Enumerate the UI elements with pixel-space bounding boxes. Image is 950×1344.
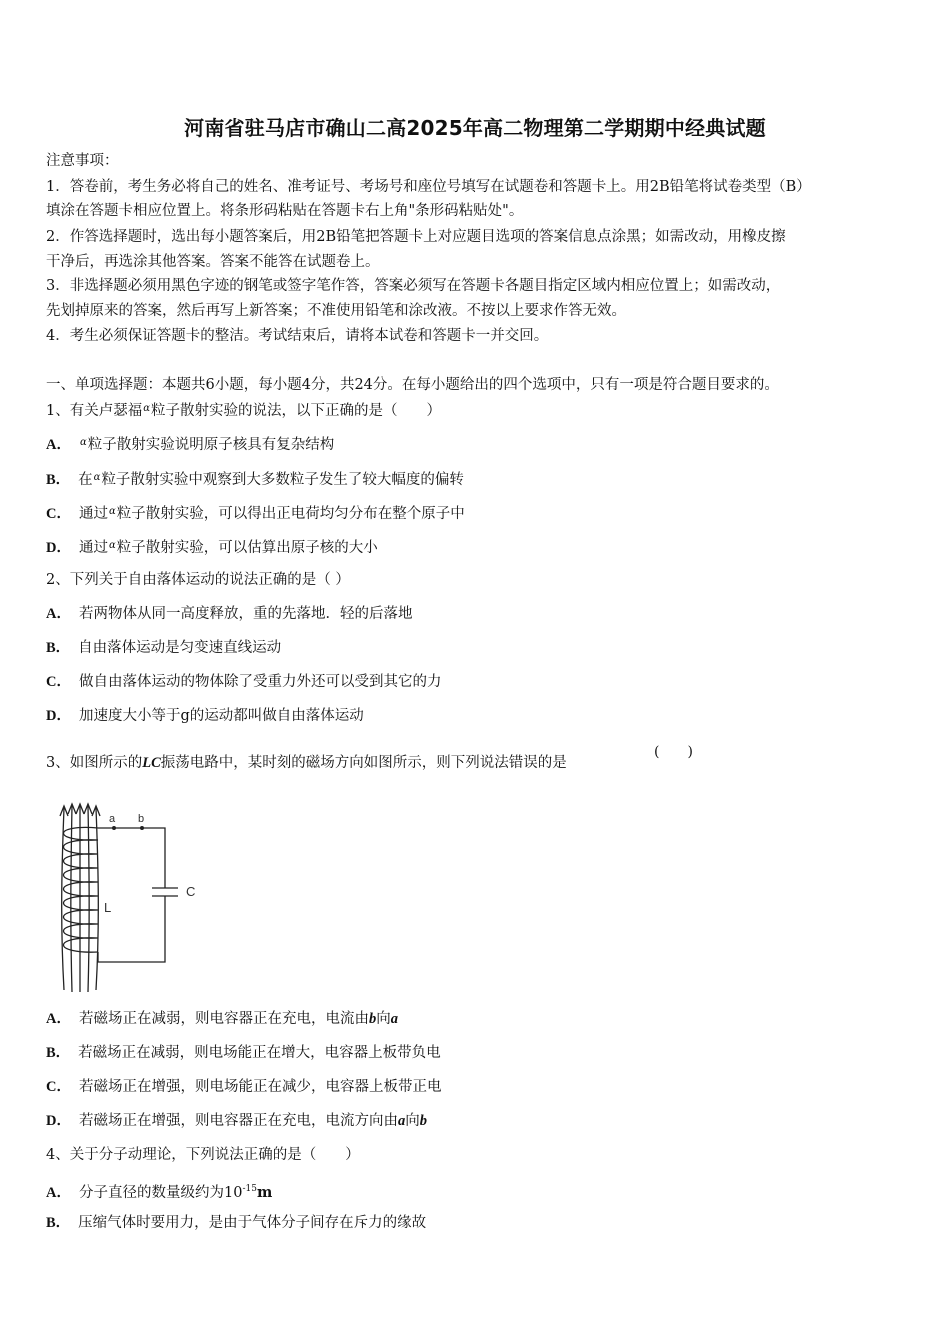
option-text: 通过 — [78, 540, 108, 556]
option-label: D． — [46, 708, 71, 724]
label-l: L — [104, 900, 112, 915]
option-text: 粒子散射实验，可以估算出原子核的大小 — [116, 540, 378, 556]
notice-line: 干净后，再选涂其他答案。答案不能答在试题卷上。 — [46, 254, 380, 270]
var-a: a — [390, 1011, 398, 1027]
point-b — [140, 826, 144, 830]
option-label: B． — [46, 640, 71, 656]
option-label: A． — [46, 606, 71, 622]
inductor-coil — [64, 827, 99, 952]
notice-line: 3．非选择题必须用黑色字迹的钢笔或签字笔作答，答案必须写在答题卡各题目指定区域内相应位置上；如需改动， — [46, 278, 781, 294]
option-label: C． — [46, 506, 71, 522]
answer-parenthesis: ( ) — [654, 744, 693, 760]
question-4-option-b — [46, 1213, 906, 1233]
option-text: 压缩气体时要用力，是由于气体分子间存在斥力的缘故 — [78, 1215, 427, 1231]
question-1-option-b — [46, 468, 906, 490]
label-b: b — [138, 813, 145, 825]
var-a: a — [397, 1113, 406, 1129]
alpha-symbol: α — [108, 506, 116, 517]
lc-symbol: LC — [142, 755, 161, 771]
option-text: 向 — [405, 1113, 420, 1129]
question-1-option-c — [46, 502, 906, 524]
alpha-symbol: α — [143, 403, 150, 414]
option-text: 向 — [376, 1011, 391, 1027]
notice-line: 1．答卷前，考生务必将自己的姓名、准考证号、考场号和座位号填写在试题卷和答题卡上。用2B铅笔将试卷类型（B） — [46, 179, 811, 195]
question-2-option-c — [46, 672, 906, 692]
option-label: C． — [46, 1079, 71, 1095]
notice-line: 2．作答选择题时，选出每小题答案后，用2B铅笔把答题卡上对应题目选项的答案信息点涂黑；如需改动，用橡皮擦 — [46, 229, 786, 245]
option-text: 若磁场正在减弱，则电容器正在充电，电流由 — [78, 1011, 369, 1027]
question-2-stem: 2、下列关于自由落体运动的说法正确的是（ ） — [46, 572, 350, 588]
stem-text: 振荡电路中，某时刻的磁场方向如图所示，则下列说法错误的是 — [160, 755, 567, 771]
page-title: 河南省驻马店市确山二高2025年高二物理第二学期期中经典试题 — [184, 116, 766, 140]
field-line — [88, 806, 89, 992]
field-line — [62, 808, 64, 990]
alpha-symbol: α — [108, 540, 116, 551]
field-line — [71, 806, 72, 992]
option-label: D． — [46, 540, 71, 556]
unit: m — [256, 1184, 273, 1201]
option-text: 加速度大小等于g的运动都叫做自由落体运动 — [78, 708, 364, 724]
point-a — [112, 826, 116, 830]
question-3-stem — [46, 753, 906, 773]
field-line — [96, 808, 98, 990]
notice-line: 填涂在答题卡相应位置上。将条形码粘贴在答题卡右上角"条形码粘贴处"。 — [46, 203, 524, 219]
notice-line: 4．考生必须保证答题卡的整洁。考试结束后，请将本试卷和答题卡一并交回。 — [46, 328, 549, 344]
option-label: B． — [46, 1215, 71, 1231]
option-label: A． — [46, 1011, 71, 1027]
option-text: 分子直径的数量级约为10 — [78, 1185, 243, 1201]
option-text: 自由落体运动是匀变速直线运动 — [78, 640, 282, 656]
option-label: D． — [46, 1113, 71, 1129]
question-3-option-d — [46, 1111, 906, 1131]
var-b: b — [419, 1113, 427, 1129]
question-4-stem: 4、关于分子动理论，下列说法正确的是（ ） — [46, 1147, 360, 1163]
question-2-option-d — [46, 706, 906, 726]
option-text: 粒子散射实验说明原子核具有复杂结构 — [87, 437, 335, 453]
option-text: 在 — [78, 472, 93, 488]
top-wire — [98, 828, 165, 888]
lc-circuit-diagram — [50, 800, 220, 995]
question-1-option-d — [46, 536, 906, 558]
question-2-option-a — [46, 604, 906, 624]
question-3-option-a — [46, 1009, 906, 1029]
stem-text: 3、如图所示的 — [46, 755, 143, 771]
option-label: B． — [46, 1045, 71, 1061]
option-text: 通过 — [78, 506, 108, 522]
option-text: 粒子散射实验，可以得出正电荷均匀分布在整个原子中 — [116, 506, 465, 522]
label-c: C — [186, 884, 196, 899]
section-heading: 一、单项选择题：本题共6小题，每小题4分，共24分。在每小题给出的四个选项中，只有一项是符合题目要求的。 — [46, 377, 779, 393]
alpha-symbol: α — [79, 437, 87, 448]
option-label: C． — [46, 674, 71, 690]
option-text: 若磁场正在增强，则电场能正在减少，电容器上板带正电 — [78, 1079, 442, 1095]
question-3-option-b — [46, 1043, 906, 1063]
option-label: B． — [46, 472, 71, 488]
option-label: A． — [46, 437, 71, 453]
option-text: 若磁场正在减弱，则电场能正在增大，电容器上板带负电 — [78, 1045, 441, 1061]
option-text: 做自由落体运动的物体除了受重力外还可以受到其它的力 — [78, 674, 442, 690]
notice-heading: 注意事项： — [46, 153, 119, 169]
notice-line: 先划掉原来的答案，然后再写上新答案；不准使用铅笔和涂改液。不按以上要求作答无效。 — [46, 303, 626, 319]
option-label: A． — [46, 1185, 71, 1201]
stem-text: 1、有关卢瑟福 — [46, 403, 143, 419]
stem-text: 粒子散射实验的说法，以下正确的是（ ） — [151, 403, 441, 419]
question-1-option-a — [46, 433, 906, 455]
alpha-symbol: α — [93, 472, 101, 483]
option-text: 若磁场正在增强，则电容器正在充电，电流方向由 — [78, 1113, 398, 1129]
option-text: 粒子散射实验中观察到大多数粒子发生了较大幅度的偏转 — [101, 472, 464, 488]
question-4-option-a — [46, 1179, 906, 1203]
var-b: b — [368, 1011, 377, 1027]
option-text: 若两物体从同一高度释放，重的先落地．轻的后落地 — [78, 606, 413, 622]
question-3-option-c — [46, 1077, 906, 1097]
question-2-option-b — [46, 638, 906, 658]
exponent: -15 — [242, 1184, 257, 1194]
question-1-stem — [46, 399, 906, 421]
label-a: a — [109, 813, 116, 825]
